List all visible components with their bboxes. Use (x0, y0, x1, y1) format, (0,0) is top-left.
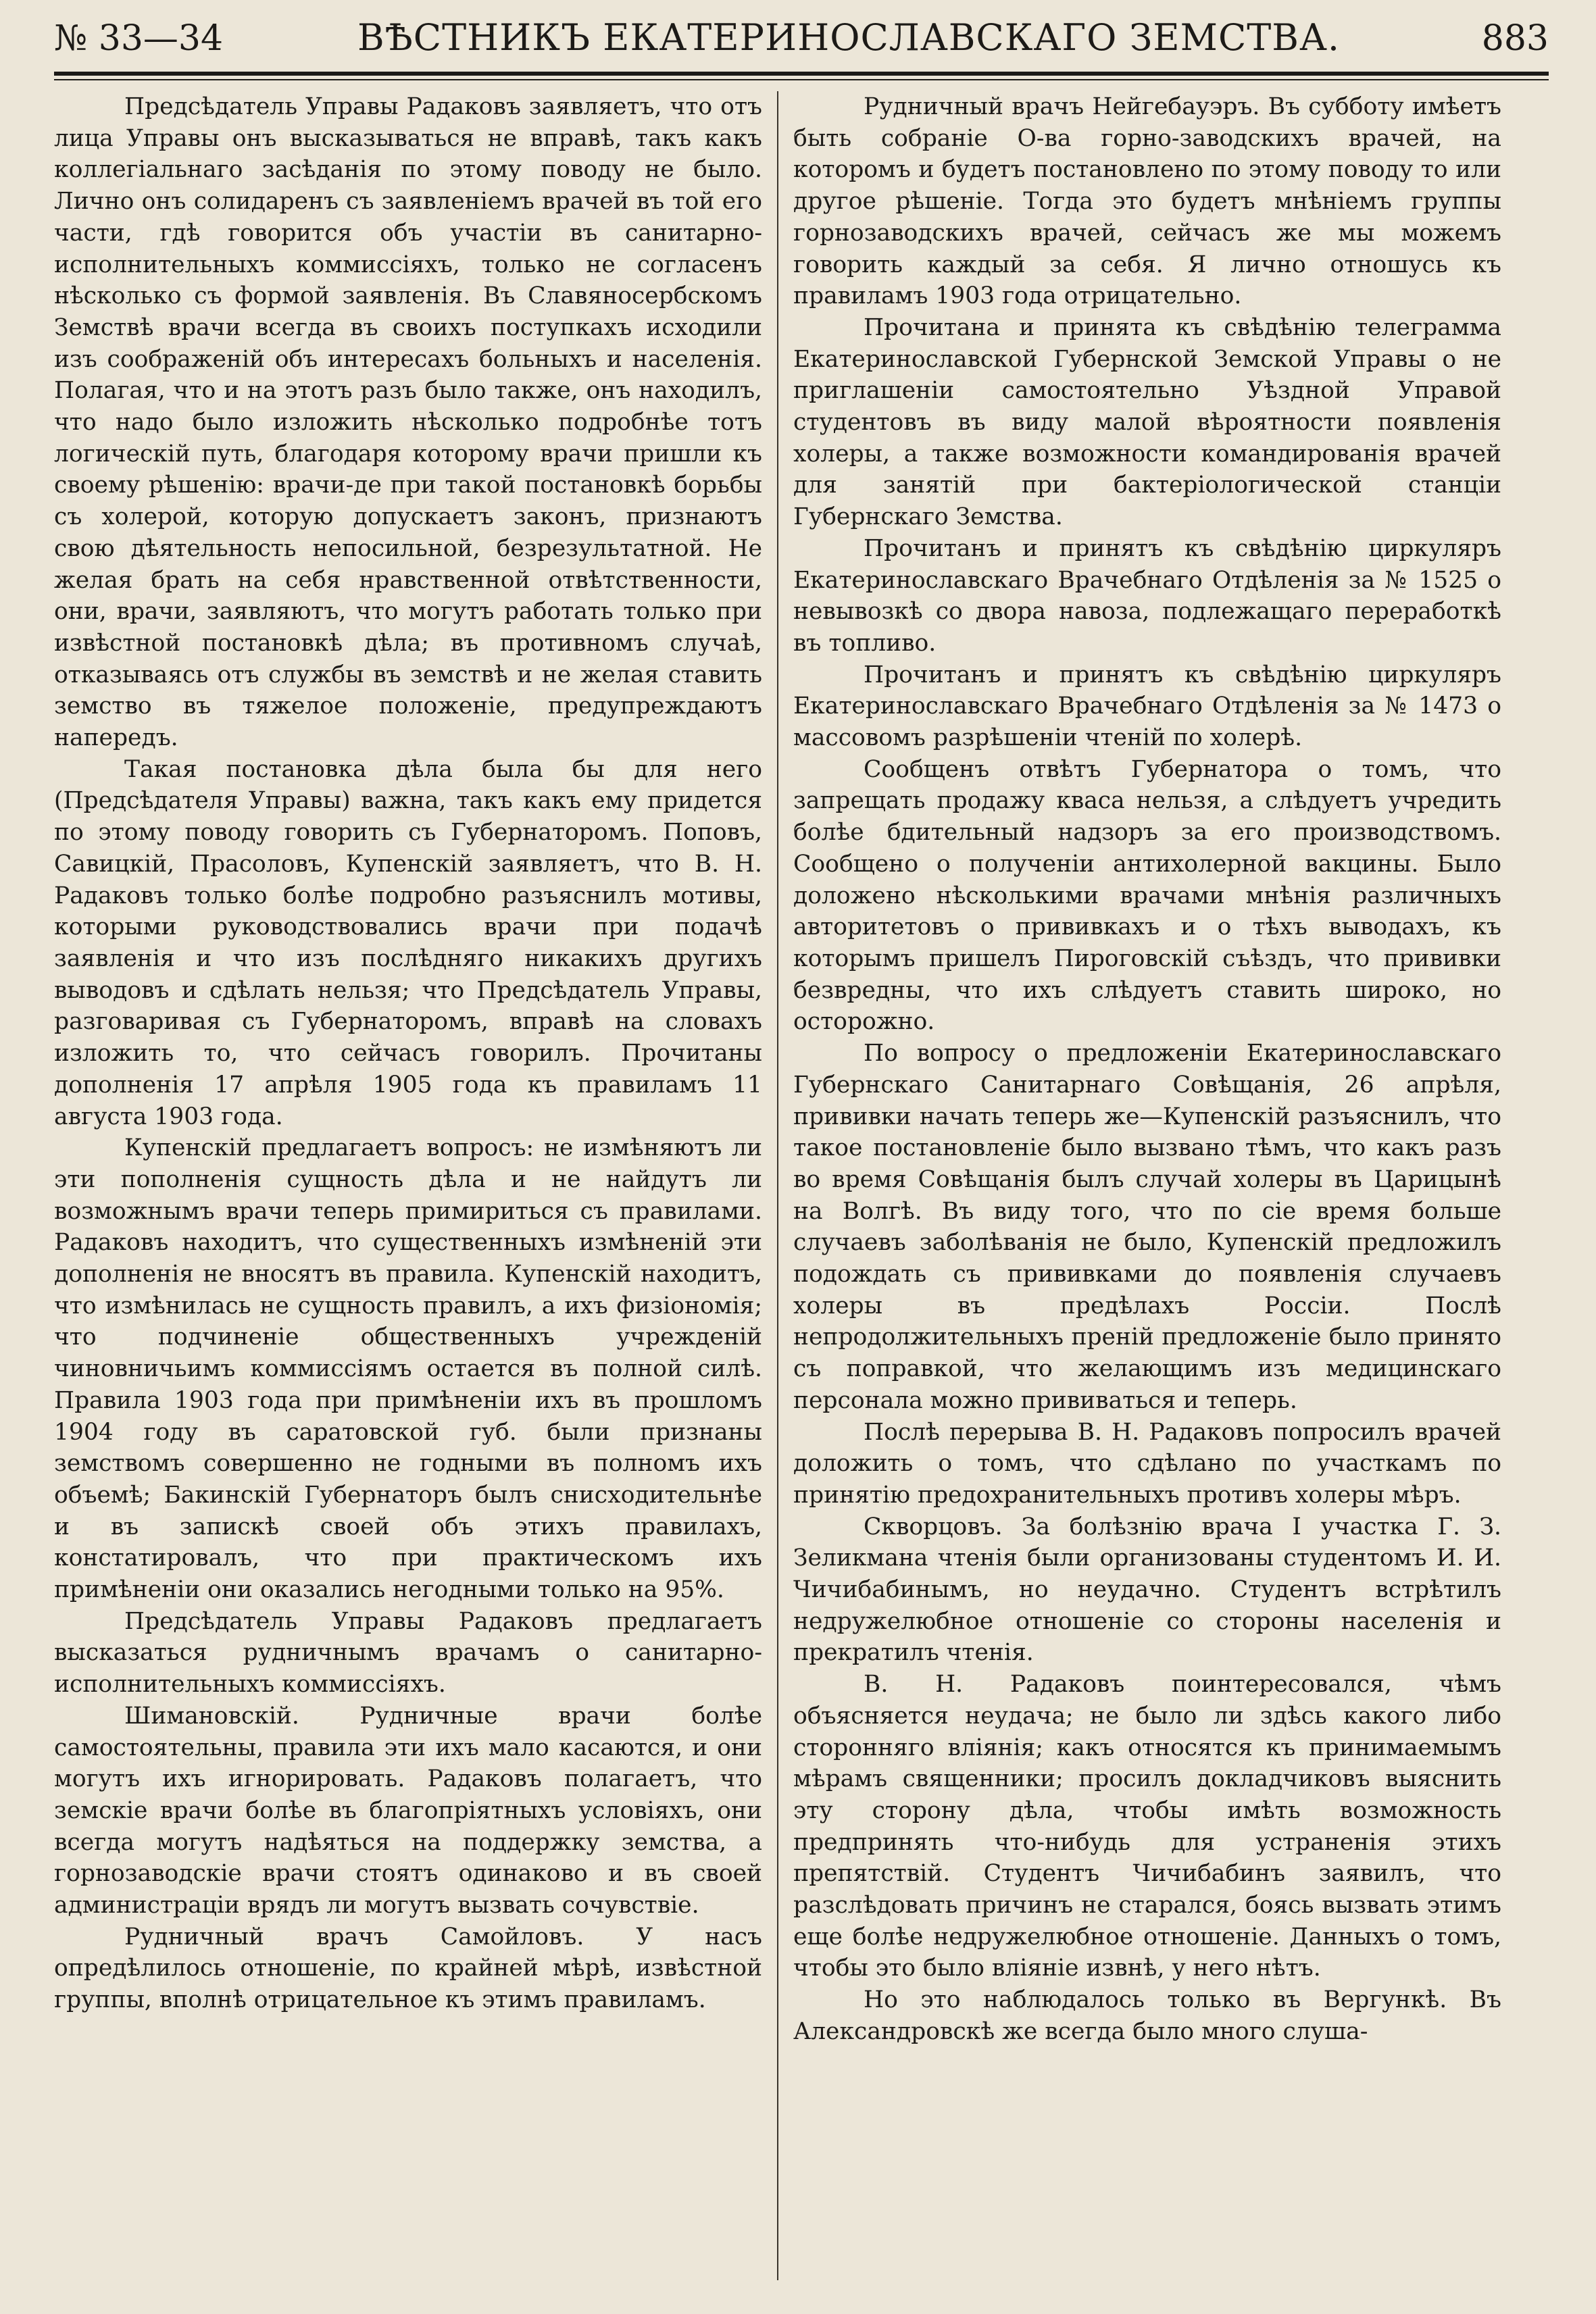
paragraph: Предсѣдатель Управы Радаковъ заявляетъ, что отъ лица Управы онъ высказываться не вправѣ, такъ какъ коллегіальнаго засѣданія по этому поводу не было. Лично онъ солидаренъ съ заявленіемъ врачей въ той его части, гдѣ говорится объ участіи въ санитарно-исполнительныхъ коммиссіяхъ, только не согласенъ нѣсколько съ формой заявленія. Въ Славяносербскомъ Земствѣ врачи всегда въ своихъ поступкахъ исходили изъ соображеній объ интересахъ больныхъ и населенія. Полагая, что и на этотъ разъ было также, онъ находилъ, что надо было изложить нѣсколько подробнѣе тотъ логическій путь, благодаря которому врачи пришли къ своему рѣшенію: врачи-де при такой постановкѣ борьбы съ холерой, которую допускаетъ законъ, признаютъ свою дѣятельность непосильной, безрезультатной. Не желая брать на себя нравственной отвѣтственности, они, врачи, заявляютъ, что могутъ работать только при извѣстной постановкѣ дѣла; въ противномъ случаѣ, отказываясь отъ службы въ земствѣ и не желая ставить земство въ тяжелое положеніе, предупреждаютъ напередъ. (54, 93, 762, 752)
paragraph: Но это наблюдалось только въ Вергункѣ. Въ Александровскѣ же всегда было много слуша- (793, 1986, 1501, 2045)
page-header (54, 15, 1549, 61)
paragraph: Шимановскій. Рудничные врачи болѣе самостоятельны, правила эти ихъ мало касаются, и они могутъ ихъ игнорировать. Радаковъ полагаетъ, что земскіе врачи болѣе въ благопріятныхъ условіяхъ, они всегда могутъ надѣяться на поддержку земства, а горнозаводскіе врачи стоятъ одинаково и въ своей администраціи врядъ ли могутъ вызвать сочувствіе. (54, 1702, 762, 1919)
paragraph: В. Н. Радаковъ поинтересовался, чѣмъ объясняется неудача; не было ли здѣсь какого либо сторонняго вліянія; какъ относятся къ принимаемымъ мѣрамъ священники; просилъ докладчиковъ выяснить эту сторону дѣла, чтобы имѣть возможность предпринять что-нибудь для устраненія этихъ препятствій. Студентъ Чичибабинъ заявилъ, что разслѣдовать причинъ не старался, боясь вызвать этимъ еще болѣе недружелюбное отношеніе. Данныхъ о томъ, чтобы это было вліяніе извнѣ, у него нѣтъ. (793, 1671, 1501, 1982)
paragraph: Скворцовъ. За болѣзнію врача I участка Г. З. Зеликмана чтенія были организованы студентомъ И. И. Чичибабинымъ, но неудачно. Студентъ встрѣтилъ недружелюбное отношеніе со стороны населенія и прекратилъ чтенія. (793, 1513, 1501, 1667)
header-rule-thick (54, 72, 1549, 76)
paragraph: Прочитанъ и принятъ къ свѣдѣнію циркуляръ Екатеринославскаго Врачебнаго Отдѣленія за № 1473 о массовомъ разрѣшеніи чтеній по холерѣ. (793, 661, 1501, 752)
paragraph: Рудничный врачъ Самойловъ. У насъ опредѣлилось отношеніе, по крайней мѣрѣ, извѣстной группы, вполнѣ отрицательное къ этимъ правиламъ. (54, 1923, 762, 2014)
left-column (54, 91, 777, 2280)
issue-number: № 33—34 (54, 18, 224, 59)
right-column (778, 91, 1501, 2280)
paragraph: Послѣ перерыва В. Н. Радаковъ попросилъ врачей доложить о томъ, что сдѣлано по участкамъ по принятію предохранительныхъ противъ холеры мѣръ. (793, 1418, 1501, 1509)
paragraph: Рудничный врачъ Нейгебауэръ. Въ субботу имѣетъ быть собраніе О-ва горно-заводскихъ врачей, на которомъ и будетъ постановлено по этому поводу то или другое рѣшеніе. Тогда это будетъ мнѣніемъ группы горнозаводскихъ врачей, сейчасъ же мы можемъ говорить каждый за себя. Я лично отношусь къ правиламъ 1903 года отрицательно. (793, 93, 1501, 310)
header-rule-thin (54, 79, 1549, 80)
paragraph: Сообщенъ отвѣтъ Губернатора о томъ, что запрещать продажу кваса нельзя, а слѣдуетъ учредить болѣе бдительный надзоръ за его производствомъ. Сообщено о полученіи антихолерной вакцины. Было доложено нѣсколькими врачами мнѣнія различныхъ авторитетовъ о прививкахъ и о тѣхъ выводахъ, къ которымъ пришелъ Пироговскій съѣздъ, что прививки безвредны, что ихъ слѣдуетъ ставить широко, но осторожно. (793, 755, 1501, 1036)
paragraph: По вопросу о предложеніи Екатеринославскаго Губернскаго Санитарнаго Совѣщанія, 26 апрѣля, прививки начать теперь же—Купенскій разъяснилъ, что такое постановленіе было вызвано тѣмъ, что какъ разъ во время Совѣщанія былъ случай холеры въ Царицынѣ на Волгѣ. Въ виду того, что по сіе время больше случаевъ заболѣванія не было, Купенскій предложилъ подождать съ прививками до появленія случаевъ холеры въ предѣлахъ Россіи. Послѣ непродолжительныхъ преній предложеніе было принято съ поправкой, что желающимъ изъ медицинскаго персонала можно прививаться и теперь. (793, 1040, 1501, 1414)
paragraph: Такая постановка дѣла была бы для него (Предсѣдателя Управы) важна, такъ какъ ему придется по этому поводу говорить съ Губернаторомъ. Поповъ, Савицкій, Прасоловъ, Купенскій заявляетъ, что В. Н. Радаковъ только болѣе подробно разъяснилъ мотивы, которыми руководствовались врачи при подачѣ заявленія и что изъ послѣдняго никакихъ другихъ выводовъ и сдѣлать нельзя; что Предсѣдатель Управы, разговаривая съ Губернаторомъ, вправѣ на словахъ изложить то, что сейчасъ говорилъ. Прочитаны дополненія 17 апрѣля 1905 года къ правиламъ 11 августа 1903 года. (54, 755, 762, 1130)
paragraph: Прочитана и принята къ свѣдѣнію телеграмма Екатеринославской Губернской Земской Управы о не приглашеніи самостоятельно Уѣздной Управой студентовъ въ виду малой вѣроятности появленія холеры, а также возможности командированія врачей для занятій при бактеріологической станціи Губернскаго Земства. (793, 313, 1501, 531)
page-number: 883 (1481, 18, 1549, 59)
paragraph: Купенскій предлагаетъ вопросъ: не измѣняютъ ли эти пополненія сущность дѣла и не найдутъ ли возможнымъ врачи теперь примириться съ правилами. Радаковъ находитъ, что существенныхъ измѣненій эти дополненія не вносятъ въ правила. Купенскій находитъ, что измѣнилась не сущность правилъ, а ихъ физіономія; что подчиненіе общественныхъ учрежденій чиновничьимъ коммиссіямъ остается въ полной силѣ. Правила 1903 года при примѣненіи ихъ въ прошломъ 1904 году въ саратовской губ. были признаны земствомъ совершенно не годными въ полномъ ихъ объемѣ; Бакинскій Губернаторъ былъ снисходительнѣе и въ запискѣ своей объ этихъ правилахъ, констатировалъ, что при практическомъ ихъ примѣненіи они оказались негодными только на 95%. (54, 1134, 762, 1604)
paragraph: Предсѣдатель Управы Радаковъ предлагаетъ высказаться рудничнымъ врачамъ о санитарно-исполнительныхъ коммиссіяхъ. (54, 1607, 762, 1699)
journal-title: ВѢСТНИКЪ ЕКАТЕРИНОСЛАВСКАГО ЗЕМСТВА. (357, 16, 1341, 59)
text-columns (54, 91, 1549, 2280)
paragraph: Прочитанъ и принятъ къ свѣдѣнію циркуляръ Екатеринославскаго Врачебнаго Отдѣленія за № 1525 о невывозкѣ со двора навоза, подлежащаго переработкѣ въ топливо. (793, 534, 1501, 657)
